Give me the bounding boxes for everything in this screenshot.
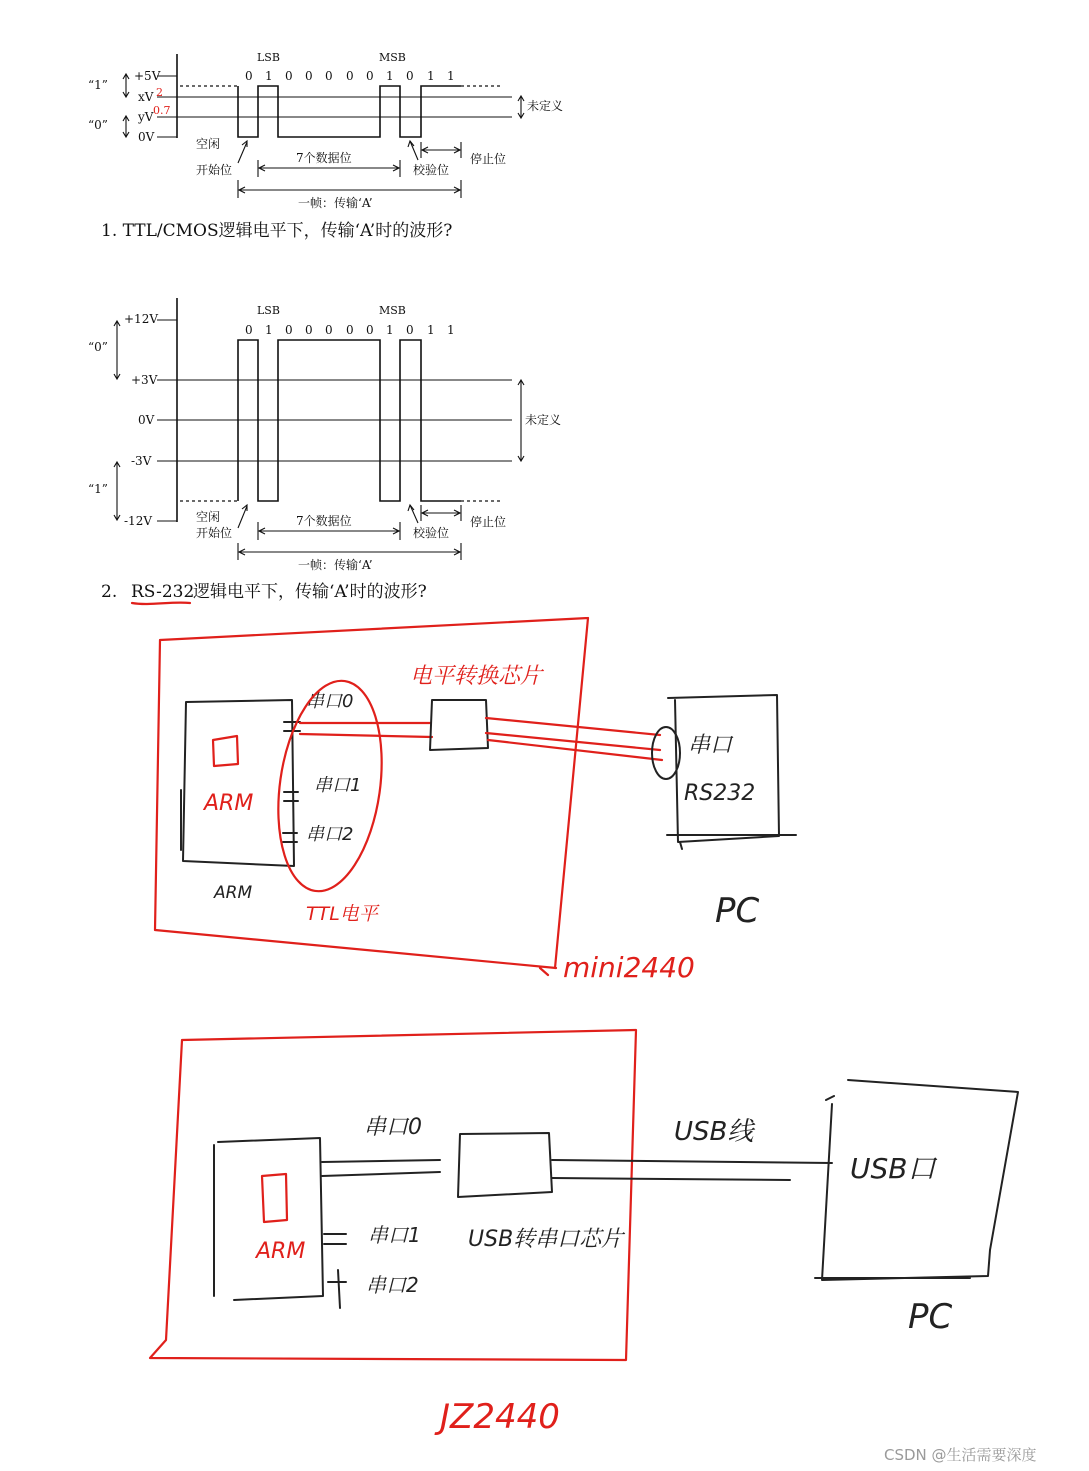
csdn-watermark: CSDN @生活需要深度 [884, 1446, 1037, 1464]
ttl-frame-label: 一帧：传输‘A’ [298, 196, 373, 210]
ttl-bit: 0 [346, 69, 354, 83]
rs232-caption-num: 2. [101, 582, 118, 602]
rs232-bit: 0 [406, 323, 414, 337]
rs232-msb-label: MSB [379, 304, 406, 317]
pc-rs232-label: RS232 [684, 781, 756, 806]
rs232-bit: 0 [366, 323, 374, 337]
rs232-parity-label: 校验位 [413, 526, 450, 540]
usb-cable-label: USB线 [674, 1117, 754, 1147]
rs232-label-p3: +3V [131, 373, 158, 387]
ttl-bit: 0 [325, 69, 333, 83]
rs232-bit: 1 [386, 323, 394, 337]
rs232-label-m3: -3V [131, 454, 152, 468]
ttl-bit: 1 [427, 69, 435, 83]
ttl-waveform-diagram [88, 51, 563, 241]
rs232-red-underline [132, 603, 190, 604]
rs232-logic-one-label: “1” [88, 482, 108, 496]
ttl-bit: 0 [305, 69, 313, 83]
ttl-logic-one-label: “1” [88, 78, 108, 92]
ttl-lsb-label: LSB [257, 51, 280, 64]
rs232-lsb-label: LSB [257, 304, 280, 317]
pc-usb-port-label: USB口 [850, 1152, 936, 1185]
ttl-label-yv-note: 0.7 [153, 104, 171, 117]
rs232-caption-rs: RS-232 [131, 582, 195, 602]
level-shifter-label: 电平转换芯片 [410, 664, 543, 689]
ttl-undefined-arrow [518, 96, 524, 118]
rs232-label-p12: +12V [124, 312, 158, 326]
ttl-parity-label: 校验位 [413, 163, 450, 177]
ttl-bit: 1 [386, 69, 394, 83]
ttl-bit-labels [245, 69, 455, 83]
rs232-bit: 0 [285, 323, 293, 337]
level-shifter-chip [430, 700, 488, 750]
rs232-data-bits-label: 7个数据位 [296, 514, 352, 528]
rs232-stop-label: 停止位 [470, 515, 507, 529]
rs232-bit: 1 [265, 323, 273, 337]
ttl-label-yv: yV [138, 110, 154, 124]
pc-label-1: PC [715, 891, 760, 931]
ttl-bit: 0 [285, 69, 293, 83]
mini2440-label: mini2440 [563, 951, 695, 984]
port1-label: 串口1 [314, 775, 362, 796]
rs232-waveform-diagram [88, 298, 561, 604]
ttl-caption: 1. TTL/CMOS逻辑电平下，传输‘A’时的波形? [101, 221, 453, 241]
rs232-bit-labels [245, 323, 455, 337]
rs232-start-bit-label: 开始位 [196, 526, 233, 540]
rs232-bit: 0 [245, 323, 253, 337]
ttl-msb-label: MSB [379, 51, 406, 64]
ttl-waveform [238, 86, 461, 137]
ttl-one-range-arrow [123, 74, 129, 97]
ttl-undefined-label: 未定义 [527, 99, 564, 113]
pc-label-2: PC [908, 1297, 953, 1337]
usb-chip-label: USB转串口芯片 [468, 1227, 624, 1252]
ttl-bit: 1 [447, 69, 455, 83]
arm-chip-box-2 [214, 1138, 323, 1300]
arm-below-label: ARM [214, 883, 253, 903]
jz2440-sketch [150, 1030, 1018, 1437]
ttl-bit: 1 [265, 69, 273, 83]
rs232-bit: 0 [346, 323, 354, 337]
ttl-bit: 0 [406, 69, 414, 83]
ttl-level-label: TTL电平 [306, 903, 378, 925]
ttl-label-0v: 0V [138, 130, 155, 144]
rs232-label-m12: -12V [124, 514, 152, 528]
ttl-stop-label: 停止位 [470, 152, 507, 166]
port2-label: 串口2 [306, 824, 354, 845]
arm-core-square [213, 736, 238, 766]
ttl-label-5v: +5V [134, 69, 161, 83]
jz2440-board-outline [150, 1030, 636, 1360]
pc-box-1 [667, 695, 796, 849]
arm-label-2: ARM [256, 1239, 306, 1264]
port0-label-2: 串口0 [364, 1115, 422, 1140]
ttl-label-xv: xV [138, 90, 154, 104]
rs232-undefined-label: 未定义 [525, 413, 562, 427]
port0-label: 串口0 [306, 691, 354, 712]
rs232-undefined-arrow [518, 380, 524, 461]
rs232-bit: 1 [447, 323, 455, 337]
rs232-one-range-arrow [114, 462, 120, 520]
port1-label-2: 串口1 [368, 1223, 421, 1247]
rs232-bit: 0 [305, 323, 313, 337]
rs232-frame-label: 一帧：传输‘A’ [298, 558, 373, 572]
arm-chip-box [181, 700, 294, 866]
arm-core-square-2 [262, 1174, 287, 1222]
arm-inner-label: ARM [204, 791, 254, 816]
rs232-bit: 0 [325, 323, 333, 337]
ttl-idle-label: 空闲 [196, 137, 221, 151]
rs232-logic-zero-label: “0” [88, 340, 108, 354]
usb-chip-box [458, 1133, 552, 1197]
rs232-idle-label: 空闲 [196, 510, 221, 524]
jz2440-label: JZ2440 [440, 1397, 560, 1437]
port2-label-2: 串口2 [366, 1273, 419, 1297]
ttl-zero-range-arrow [123, 116, 129, 137]
pc-serial-port-label: 串口 [688, 733, 733, 758]
ttl-label-xv-note: 2 [156, 86, 163, 99]
rs232-caption-rest: 逻辑电平下，传输‘A’时的波形? [193, 582, 427, 602]
ttl-logic-zero-label: “0” [88, 118, 108, 132]
rs232-bit: 1 [427, 323, 435, 337]
ttl-start-bit-label: 开始位 [196, 163, 233, 177]
rs232-label-0v: 0V [138, 413, 155, 427]
ttl-bit: 0 [245, 69, 253, 83]
ttl-data-bits-label: 7个数据位 [296, 151, 352, 165]
ttl-bit: 0 [366, 69, 374, 83]
mini2440-sketch [155, 618, 796, 984]
rs232-zero-range-arrow [114, 321, 120, 379]
